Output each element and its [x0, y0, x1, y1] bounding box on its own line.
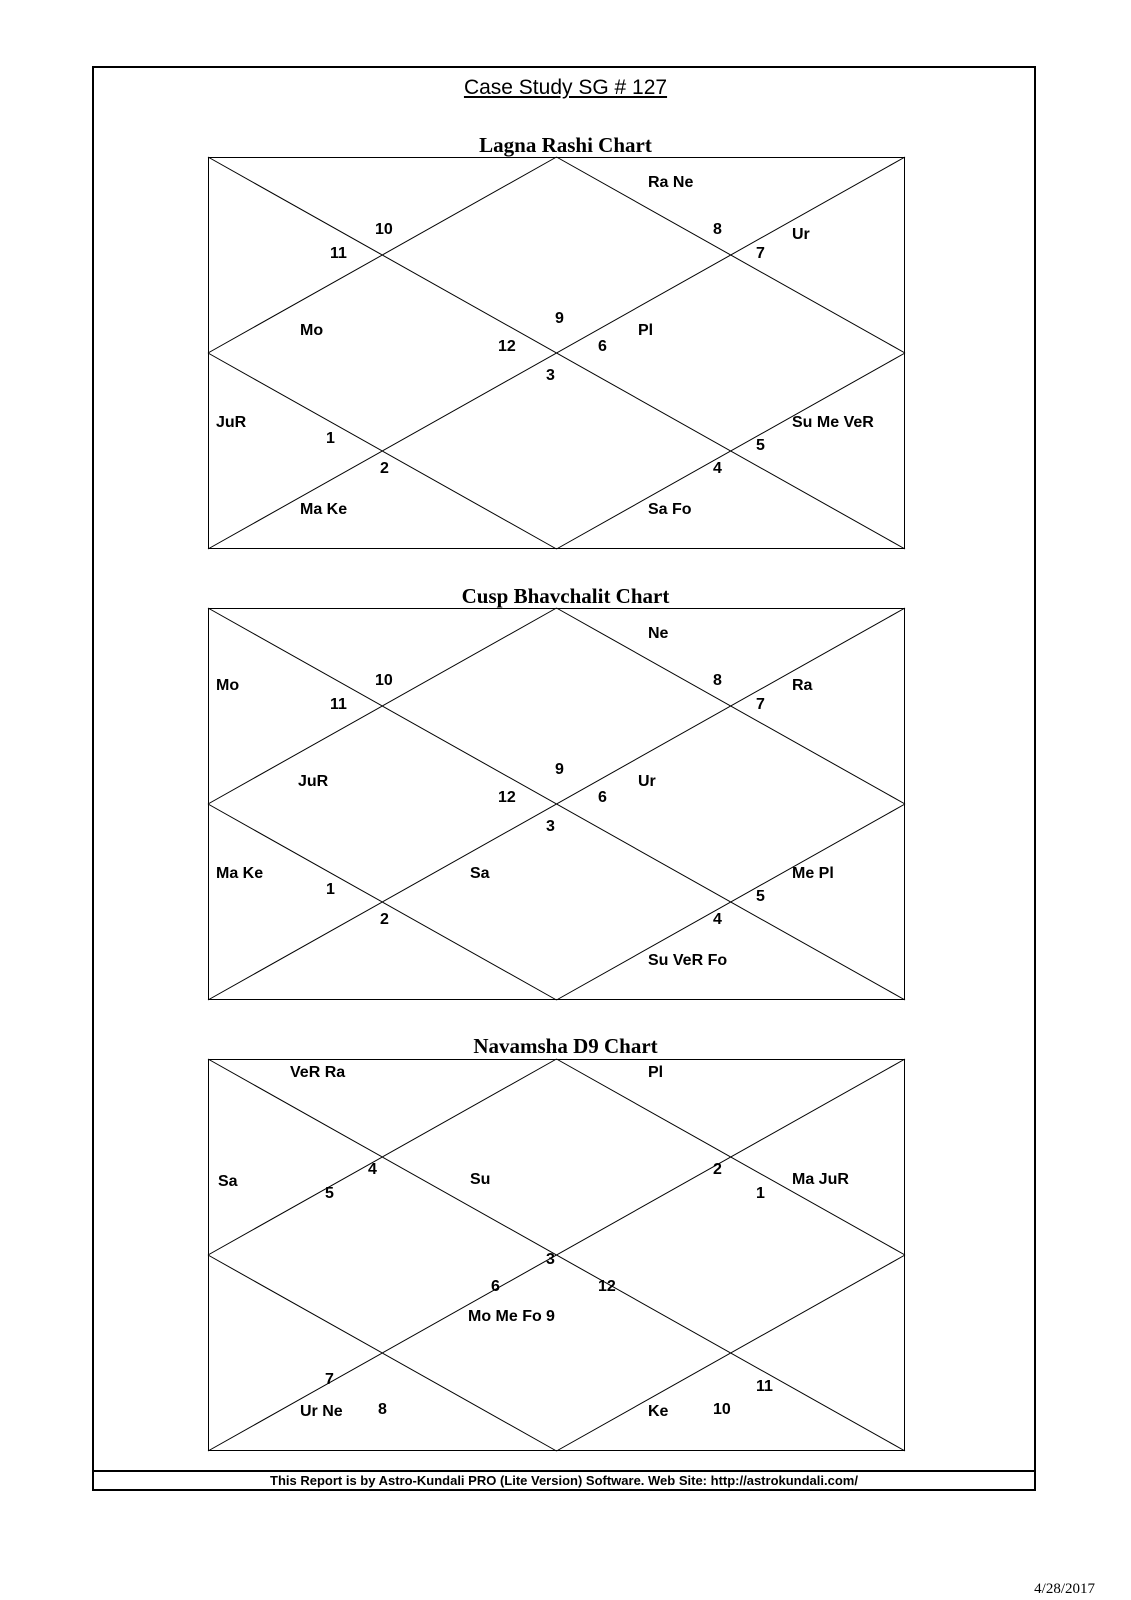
- house-10-sign-number: 6: [598, 338, 607, 355]
- house-8-sign-number: 4: [713, 911, 722, 928]
- house-2-sign-number: 10: [375, 221, 393, 238]
- house-12-planets: Ra Ne: [648, 174, 694, 191]
- house-9-sign-number: 5: [756, 888, 765, 905]
- chart-title-navamsha: Navamsha D9 Chart: [473, 1034, 658, 1058]
- house-10-planets: Me Pl: [792, 865, 834, 882]
- house-7-sign-number: 3: [546, 367, 555, 384]
- house-1-sign-number: 9: [555, 761, 564, 778]
- house-7-planets: Mo Me Fo: [468, 1308, 542, 1325]
- house-6-sign-number: 2: [380, 911, 389, 928]
- house-11-sign-number: 7: [756, 245, 765, 262]
- house-12-sign-number: 2: [713, 1161, 722, 1178]
- house-3-sign-number: 11: [330, 245, 347, 262]
- house-3-planets: JuR: [298, 773, 329, 790]
- house-11-sign-number: 1: [756, 1185, 765, 1202]
- print-date: 4/28/2017: [1034, 1581, 1095, 1597]
- house-5-sign-number: 7: [325, 1371, 334, 1388]
- house-11-planets: Ra: [792, 677, 813, 694]
- house-7-sign-number: 3: [546, 818, 555, 835]
- house-11-planets: Ur: [792, 226, 810, 243]
- chart-title-bhavchalit: Cusp Bhavchalit Chart: [461, 584, 670, 608]
- house-1-planets: Pl: [638, 322, 654, 339]
- house-4-planets: JuR: [216, 414, 247, 431]
- house-4-planets: Ma Ke: [216, 865, 264, 882]
- house-6-planets: Ma Ke: [300, 501, 348, 518]
- house-9-sign-number: 5: [756, 437, 765, 454]
- report-footer: This Report is by Astro-Kundali PRO (Lite Version) Software. Web Site: http://astrokundali.com/: [270, 1473, 858, 1488]
- house-2-sign-number: 10: [375, 672, 393, 689]
- house-9-planets: Sa Fo: [648, 501, 692, 518]
- house-5-sign-number: 1: [326, 430, 335, 447]
- house-5-sign-number: 1: [326, 881, 335, 898]
- chart-title-lagna: Lagna Rashi Chart: [479, 133, 652, 157]
- house-1-sign-number: 9: [555, 310, 564, 327]
- house-10-sign-number: 12: [598, 1278, 616, 1295]
- house-10-planets: Su Me VeR: [792, 414, 874, 431]
- house-7-planets: Sa: [470, 865, 490, 882]
- report-title: Case Study SG # 127: [463, 76, 668, 99]
- house-4-sign-number: 12: [498, 338, 516, 355]
- house-6-planets: Ur Ne: [300, 1403, 343, 1420]
- house-7-sign-number: 9: [546, 1308, 555, 1325]
- house-12-planets: Pl: [648, 1064, 664, 1081]
- house-8-planets: Ke: [648, 1403, 669, 1420]
- house-8-sign-number: 10: [713, 1401, 731, 1418]
- footer-divider: [92, 1470, 1036, 1472]
- house-3-sign-number: 5: [325, 1185, 334, 1202]
- house-3-planets: Mo: [300, 322, 324, 339]
- cusp-bhavchalit-chart: [208, 608, 905, 1000]
- house-4-sign-number: 12: [498, 789, 516, 806]
- house-11-sign-number: 7: [756, 696, 765, 713]
- house-3-planets: Sa: [218, 1173, 238, 1190]
- lagna-rashi-chart: [208, 157, 905, 549]
- house-2-sign-number: 4: [368, 1161, 377, 1178]
- house-12-sign-number: 8: [713, 672, 722, 689]
- house-3-sign-number: 11: [330, 696, 347, 713]
- house-12-planets: Ne: [648, 625, 669, 642]
- house-4-sign-number: 6: [491, 1278, 500, 1295]
- house-1-planets: Su: [470, 1171, 491, 1188]
- house-8-sign-number: 4: [713, 460, 722, 477]
- navamsha-d9-chart: [208, 1059, 905, 1451]
- house-1-sign-number: 3: [546, 1251, 555, 1268]
- house-2-planets: Mo: [216, 677, 240, 694]
- house-6-sign-number: 8: [378, 1401, 387, 1418]
- house-6-sign-number: 2: [380, 460, 389, 477]
- house-10-sign-number: 6: [598, 789, 607, 806]
- house-9-planets: Su VeR Fo: [648, 952, 728, 969]
- house-12-sign-number: 8: [713, 221, 722, 238]
- house-11-planets: Ma JuR: [792, 1171, 849, 1188]
- house-2-planets: VeR Ra: [290, 1064, 346, 1081]
- house-1-planets: Ur: [638, 773, 656, 790]
- house-9-sign-number: 11: [756, 1378, 773, 1395]
